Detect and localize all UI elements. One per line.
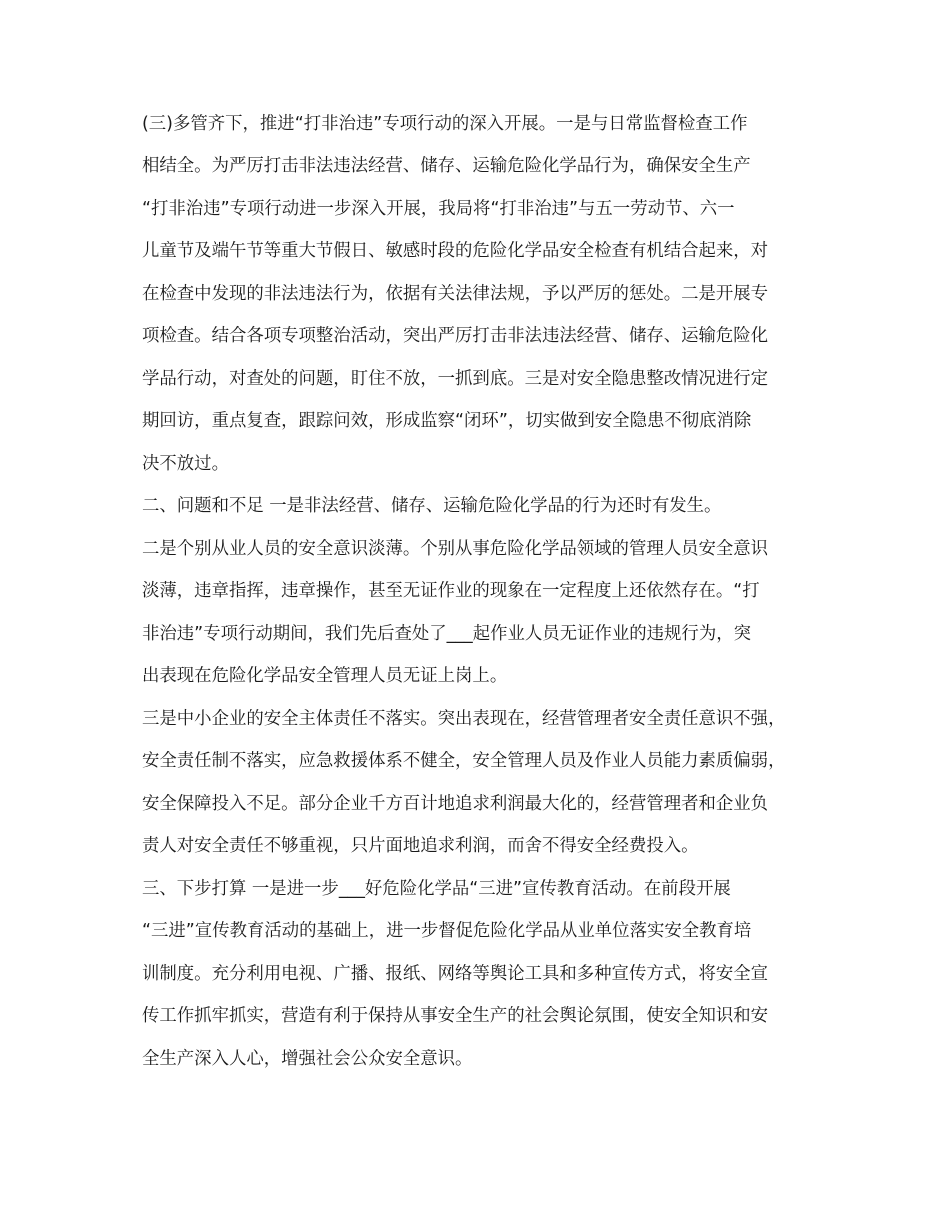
section-heading-line: 二、问题和不足 一是非法经营、储存、运输危险化学品的行为还时有发生。 — [142, 496, 722, 516]
text-line: 安全责任制不落实，应急救援体系不健全，安全管理人员及作业人员能力素质偏弱， — [142, 751, 786, 771]
text-line: 项检查。结合各项专项整治活动，突出严厉打击非法违法经营、储存、运输危险化 — [142, 326, 769, 346]
text-line: 非治违”专项行动期间，我们先后查处了___起作业人员无证作业的违规行为，突 — [142, 624, 751, 644]
text-line: “打非治违”专项行动进一步深入开展，我局将“打非治违”与五一劳动节、六一 — [142, 199, 735, 219]
text-line: 期回访，重点复查，跟踪问效，形成监察“闭环”，切实做到安全隐患不彻底消除 — [142, 411, 752, 431]
text-line: 责人对安全责任不够重视，只片面地追求利润，而舍不得安全经费投入。 — [142, 836, 699, 856]
section-heading-line: 三、下步打算 一是进一步___好危险化学品“三进”宣传教育活动。在前段开展 — [142, 879, 731, 899]
text-line: 淡薄，违章指挥，违章操作，甚至无证作业的现象在一定程度上还依然存在。“打 — [142, 581, 760, 601]
text-line: 学品行动，对查处的问题，盯住不放，一抓到底。三是对安全隐患整改情况进行定 — [142, 369, 769, 389]
text-line: 儿童节及端午节等重大节假日、敏感时段的危险化学品安全检查有机结合起来，对 — [142, 241, 769, 261]
text-line: 二是个别从业人员的安全意识淡薄。个别从事危险化学品领域的管理人员安全意识 — [142, 539, 769, 559]
text-line: 决不放过。 — [142, 454, 229, 474]
text-line: 训制度。充分利用电视、广播、报纸、网络等舆论工具和多种宣传方式，将安全宣 — [142, 964, 769, 984]
text-line: 传工作抓牢抓实，营造有利于保持从事安全生产的社会舆论氛围，使安全知识和安 — [142, 1006, 769, 1026]
text-line: “三进”宣传教育活动的基础上，进一步督促危险化学品从业单位落实安全教育培 — [142, 921, 752, 941]
text-line: 全生产深入人心，增强社会公众安全意识。 — [142, 1049, 473, 1069]
text-line: 三是中小企业的安全主体责任不落实。突出表现在，经营管理者安全责任意识不强， — [142, 709, 786, 729]
text-line: 相结全。为严厉打击非法违法经营、储存、运输危险化学品行为，确保安全生产 — [142, 156, 751, 176]
text-line: 安全保障投入不足。部分企业千方百计地追求利润最大化的，经营管理者和企业负 — [142, 794, 769, 814]
text-line: 在检查中发现的非法违法行为，依据有关法律法规，予以严厉的惩处。二是开展专 — [142, 284, 769, 304]
text-line: 出表现在危险化学品安全管理人员无证上岗上。 — [142, 666, 508, 686]
text-line: (三)多管齐下，推进“打非治违”专项行动的深入开展。一是与日常监督检查工作 — [142, 114, 748, 134]
